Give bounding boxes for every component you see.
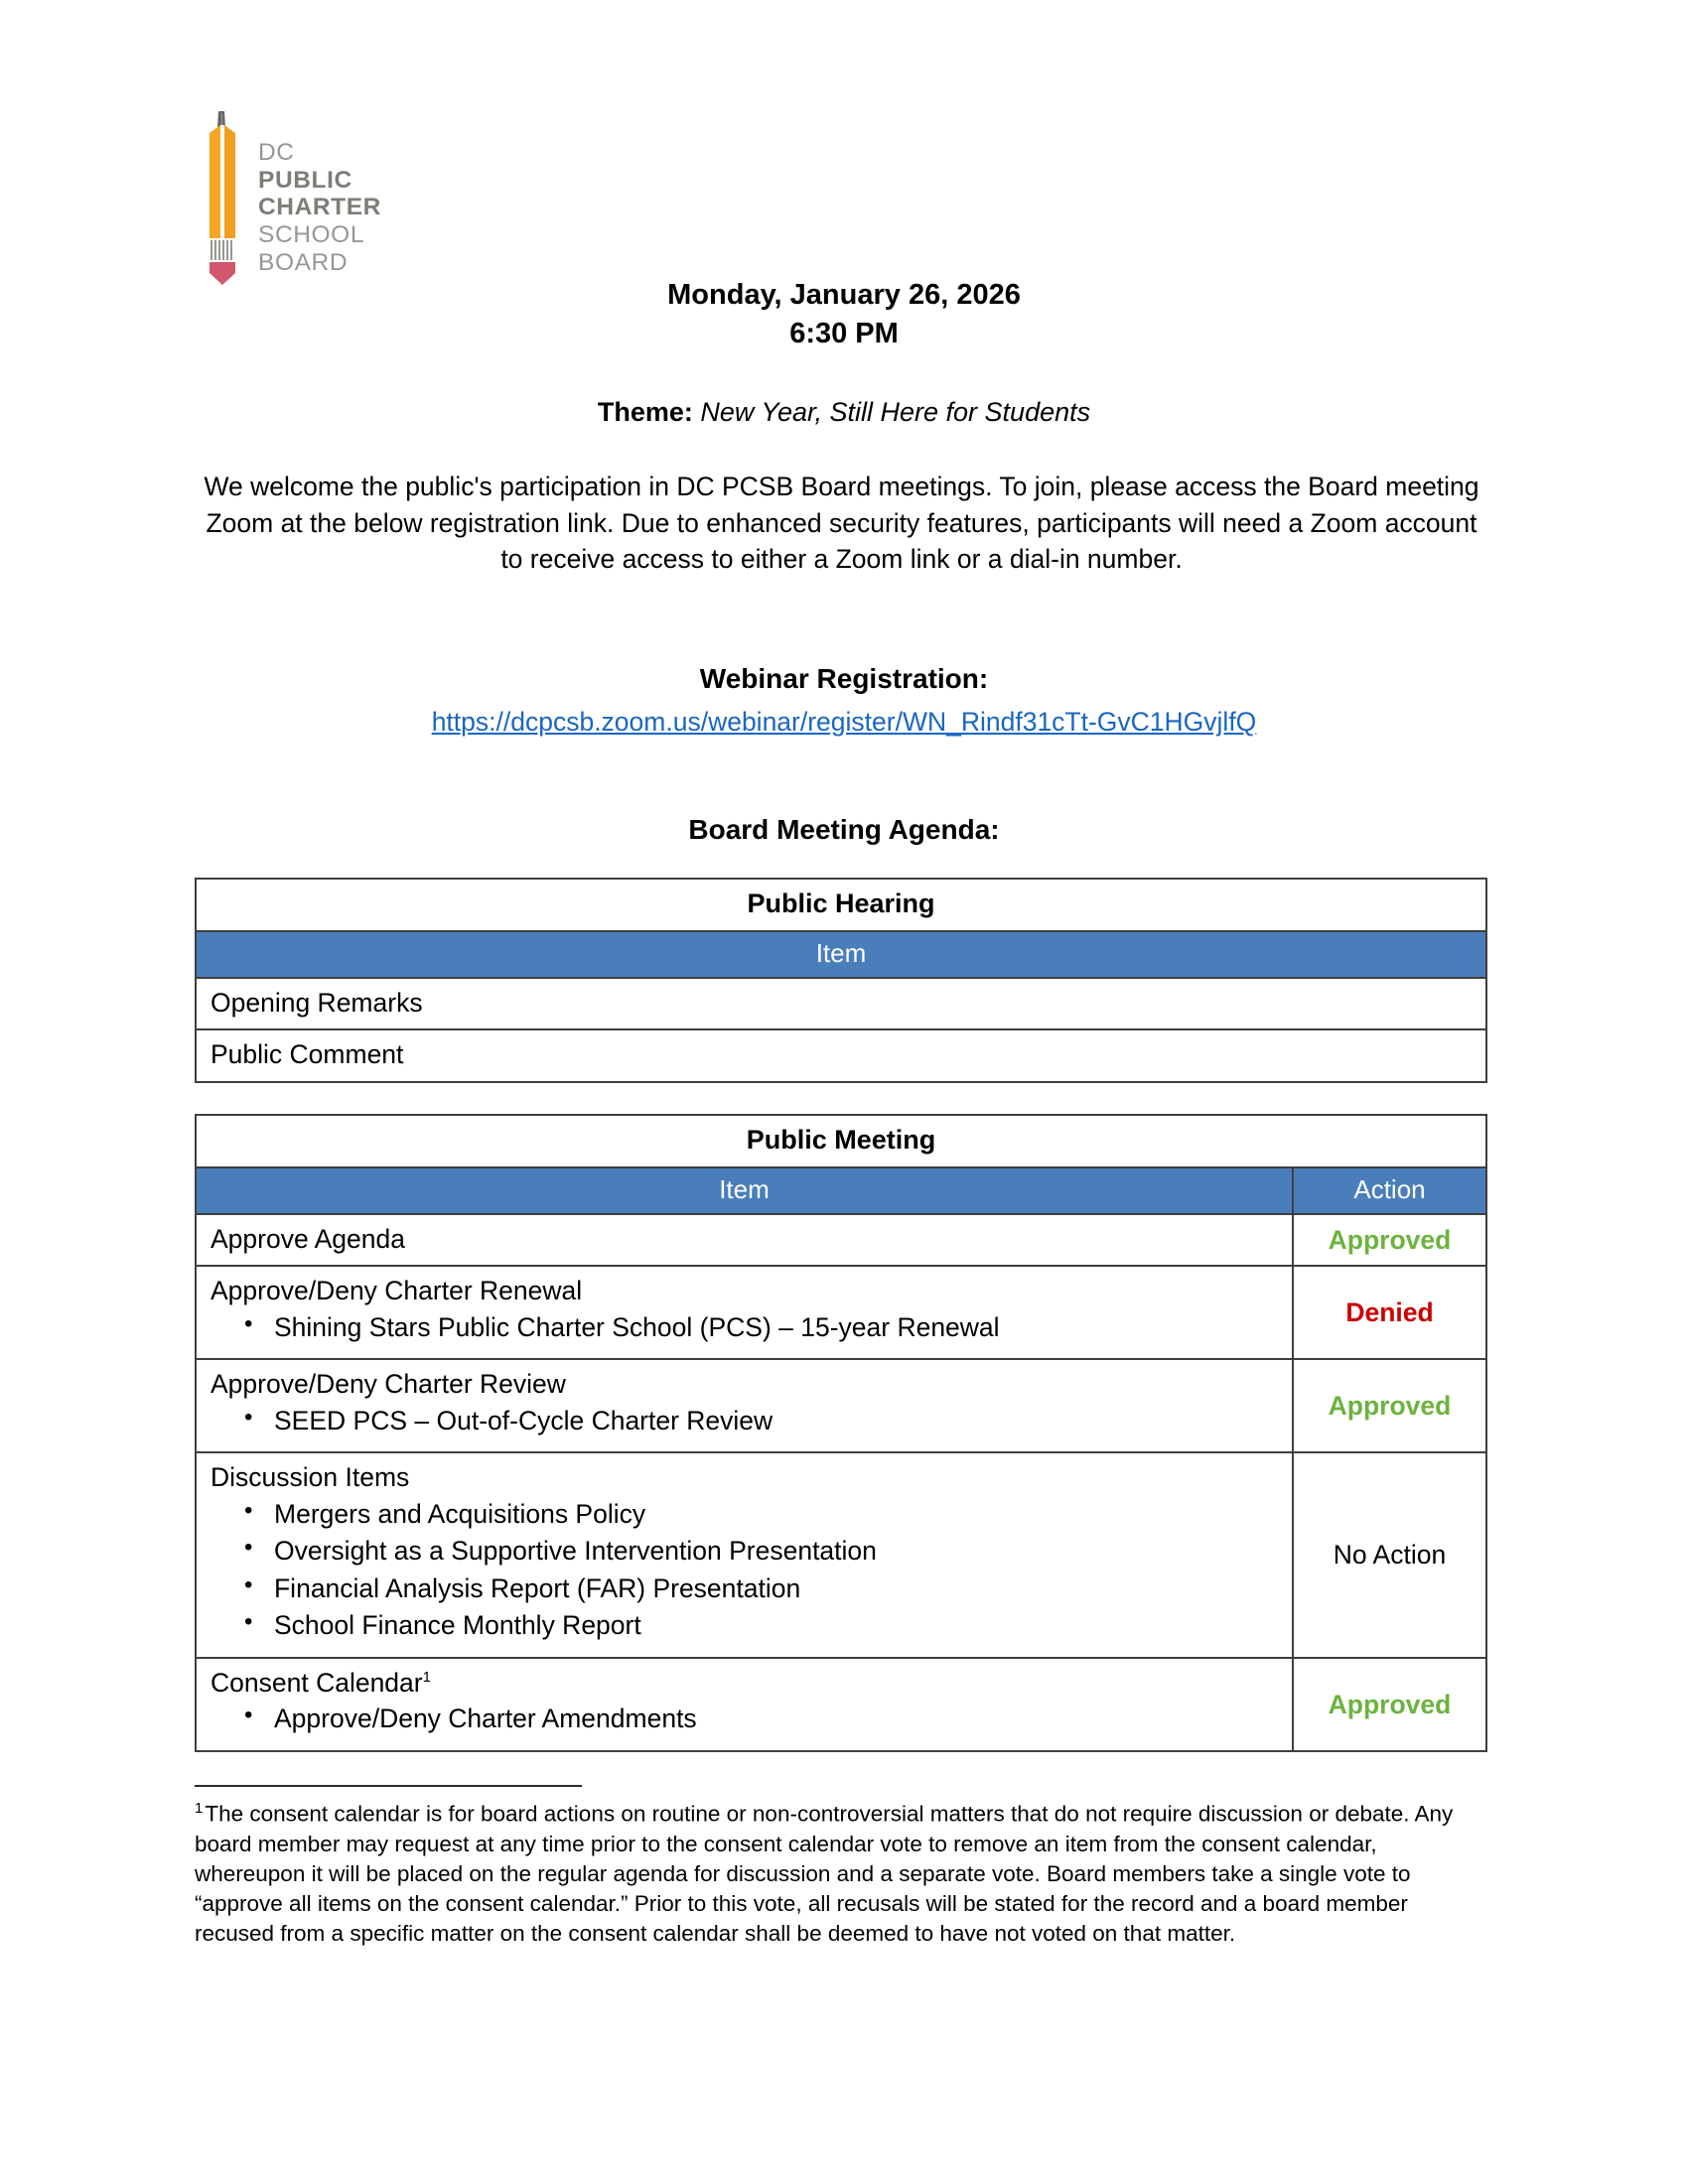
item-label: Consent Calendar (211, 1668, 423, 1699)
subitem-list (211, 1496, 1282, 1646)
public-meeting-title: Public Meeting (196, 1115, 1486, 1167)
table-header-row (196, 1167, 1486, 1214)
logo-line-school: SCHOOL (258, 221, 365, 249)
item-label: Approve/Deny Charter Review (211, 1369, 566, 1400)
list-item: • Financial Analysis Report (FAR) Presentation (274, 1570, 1282, 1608)
table-row (196, 1452, 1486, 1658)
action-charter-renewal: Denied (1293, 1266, 1486, 1359)
item-label: Discussion Items (211, 1462, 410, 1493)
table-title-row (196, 1115, 1486, 1167)
meeting-item-consent-calendar (196, 1658, 1293, 1751)
meeting-item-charter-renewal (196, 1266, 1293, 1359)
public-hearing-title: Public Hearing (196, 879, 1486, 931)
logo-line-dc: DC (258, 139, 295, 166)
theme-value: New Year, Still Here for Students (700, 397, 1091, 427)
table-header-row (196, 931, 1486, 978)
public-hearing-table (195, 878, 1487, 1083)
meeting-time: 6:30 PM (789, 317, 899, 349)
meeting-item-approve-agenda (196, 1214, 1293, 1266)
list-item: • Shining Stars Public Charter School (PCS) – 15-year Renewal (274, 1309, 1282, 1347)
action-approve-agenda: Approved (1293, 1214, 1486, 1266)
column-header-item: Item (196, 931, 1486, 978)
action-discussion-items: No Action (1293, 1452, 1486, 1658)
webinar-link-container (119, 707, 1569, 738)
footnote-marker: 1 (422, 1669, 431, 1687)
list-item: • Mergers and Acquisitions Policy (274, 1496, 1282, 1534)
meeting-item-charter-review (196, 1359, 1293, 1452)
logo-line-public: PUBLIC (258, 166, 352, 194)
hearing-item-public-comment: Public Comment (196, 1029, 1486, 1081)
public-meeting-table (195, 1114, 1487, 1752)
table-row (196, 1214, 1486, 1266)
meeting-date-time (119, 276, 1569, 352)
table-row (196, 1029, 1486, 1081)
meeting-item-discussion-items (196, 1452, 1293, 1658)
theme-label: Theme: (597, 397, 693, 427)
logo-line-charter: CHARTER (258, 194, 381, 221)
footnote-number: 1 (195, 1800, 204, 1817)
pencil-icon (195, 111, 250, 285)
footnote-body: The consent calendar is for board actions on routine or non-controversial matters that do not require discussion or debate. Any board member may request at any time prior to the consent calendar vote to remove an item from the consent calendar, whereupon it will be placed on the regular agenda for discussion and a separate vote. Board members take a single vote to “approve all items on the consent calendar.” Prior to this vote, all recusals will be stated for the record and a board member recused from a specific matter on the consent calendar shall be deemed to have not voted on that matter. (195, 1801, 1454, 1947)
footnote-text-block (195, 1799, 1472, 1949)
action-charter-review: Approved (1293, 1359, 1486, 1452)
webinar-registration-link[interactable]: https://dcpcsb.zoom.us/webinar/register/WN_Rindf31cTt-GvC1HGvjlfQ (431, 707, 1257, 737)
column-header-item: Item (196, 1167, 1293, 1214)
list-item: • SEED PCS – Out-of-Cycle Charter Review (274, 1403, 1282, 1440)
table-row (196, 1266, 1486, 1359)
logo-wordmark (258, 139, 381, 276)
subitem-list (211, 1701, 1282, 1738)
table-title-row (196, 879, 1486, 931)
table-row (196, 978, 1486, 1029)
table-row (196, 1359, 1486, 1452)
column-header-action: Action (1293, 1167, 1486, 1214)
table-row (196, 1658, 1486, 1751)
meeting-theme (119, 395, 1569, 430)
organization-logo (195, 111, 453, 285)
agenda-heading: Board Meeting Agenda: (688, 814, 1000, 845)
subitem-list (211, 1403, 1282, 1440)
list-item: • School Finance Monthly Report (274, 1607, 1282, 1645)
footnote-divider (195, 1785, 582, 1787)
subitem-list (211, 1309, 1282, 1347)
intro-paragraph: We welcome the public's participation in DC PCSB Board meetings. To join, please access the Board meeting Zoom at the below registration link. Due to enhanced security features, participants will need a Zoom account to receive access to either a Zoom link or a dial-in number. (204, 472, 1479, 575)
item-label: Approve Agenda (211, 1224, 405, 1254)
hearing-item-opening-remarks: Opening Remarks (196, 978, 1486, 1029)
logo-line-board: BOARD (258, 248, 349, 276)
meeting-date: Monday, January 26, 2026 (667, 279, 1021, 311)
list-item: • Approve/Deny Charter Amendments (274, 1701, 1282, 1738)
list-item: • Oversight as a Supportive Intervention Presentation (274, 1533, 1282, 1570)
action-consent-calendar: Approved (1293, 1658, 1486, 1751)
item-label: Approve/Deny Charter Renewal (211, 1276, 583, 1306)
webinar-registration-heading: Webinar Registration: (699, 663, 989, 694)
